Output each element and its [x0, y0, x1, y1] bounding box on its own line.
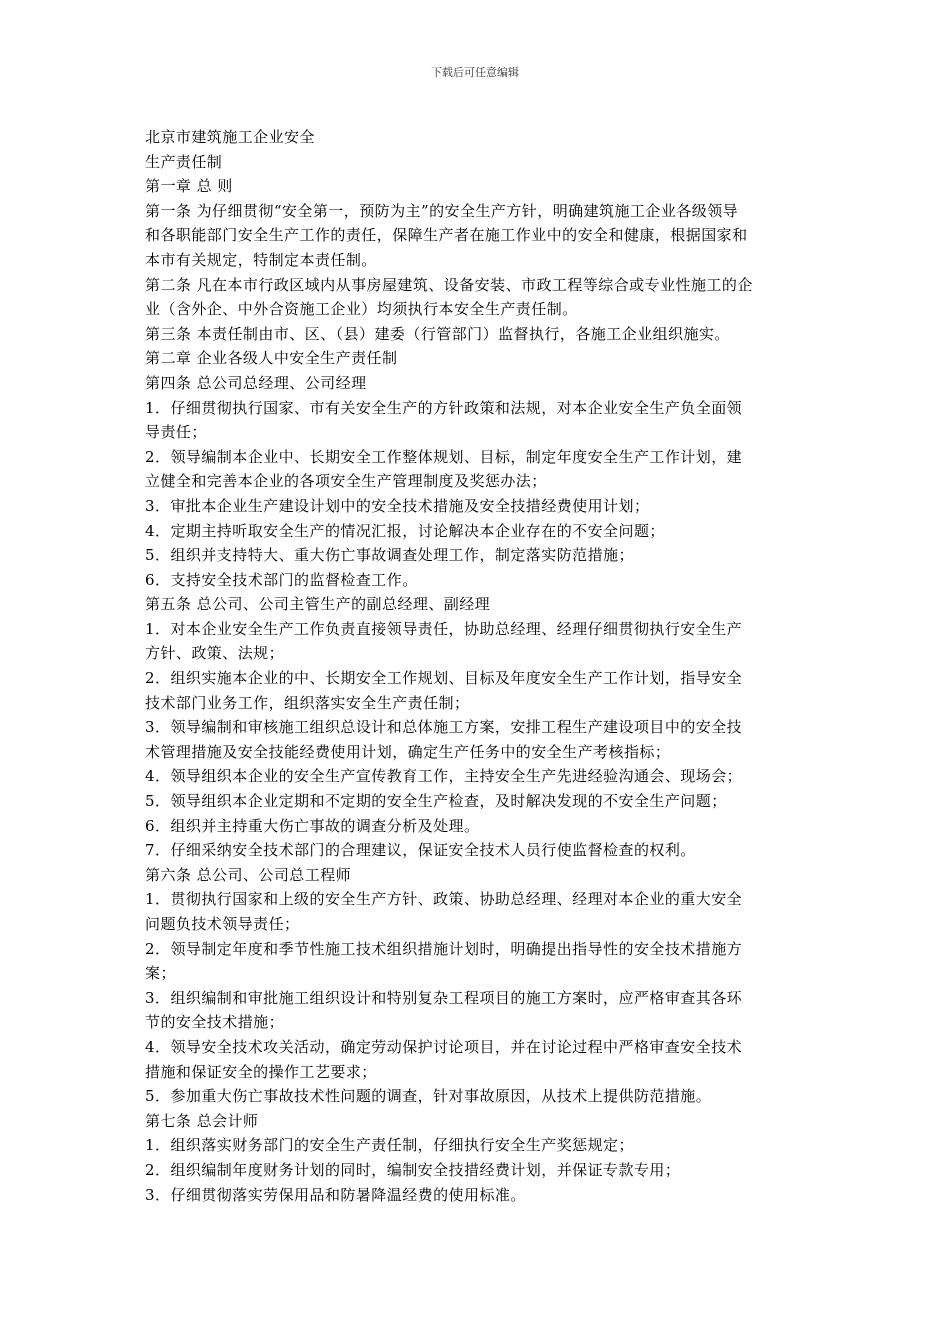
text-line: 第一章 总 则 [145, 177, 233, 196]
text-line: 立健全和完善本企业的各项安全生产管理制度及奖惩办法； [145, 472, 547, 491]
text-line: 案； [145, 964, 176, 983]
text-line: 4．定期主持听取安全生产的情况汇报，讨论解决本企业存在的不安全问题； [145, 521, 665, 540]
text-line: 第一条 为仔细贯彻“安全第一，预防为主”的安全生产方针，明确建筑施工企业各级领导 [145, 201, 739, 220]
text-line: 1．贯彻执行国家和上级的安全生产方针、政策、协助总经理、经理对本企业的重大安全 [145, 890, 743, 909]
page-header: 下载后可任意编辑 [431, 66, 519, 79]
text-line: 问题负技术领导责任； [145, 915, 300, 933]
text-line: 1．仔细贯彻执行国家、市有关安全生产的方针政策和法规，对本企业安全生产负全面领 [145, 398, 743, 417]
text-line: 业（含外企、中外合资施工企业）均须执行本安全生产责任制。 [145, 300, 578, 319]
text-line: 第二条 凡在本市行政区域内从事房屋建筑、设备安装、市政工程等综合或专业性施工的企 [145, 275, 753, 294]
text-line: 北京市建筑施工企业安全 [145, 128, 315, 146]
text-line: 方针、政策、法规； [145, 644, 285, 663]
text-line: 1．对本企业安全生产工作负责直接领导责任，协助总经理、经理仔细贯彻执行安全生产 [145, 619, 743, 638]
document-body [145, 125, 809, 1207]
text-line: 3．领导编制和审核施工组织总设计和总体施工方案，安排工程生产建设项目中的安全技 [145, 718, 743, 737]
text-line: 导责任； [145, 423, 207, 442]
text-line: 2．领导制定年度和季节性施工技术组织措施计划时，明确提出指导性的安全技术措施方 [145, 939, 743, 958]
text-line: 技术部门业务工作，组织落实安全生产责任制； [145, 693, 470, 712]
text-line: 7．仔细采纳安全技术部门的合理建议，保证安全技术人员行使监督检查的权利。 [145, 841, 696, 860]
text-line: 节的安全技术措施； [145, 1013, 285, 1032]
text-line: 5．参加重大伤亡事故技术性问题的调查，针对事故原因，从技术上提供防范措施。 [145, 1087, 712, 1106]
text-line: 5．领导组织本企业定期和不定期的安全生产检查，及时解决发现的不安全生产问题； [145, 792, 727, 811]
text-line: 3．审批本企业生产建设计划中的安全技术措施及安全技措经费使用计划； [145, 496, 650, 515]
text-line: 2．组织实施本企业的中、长期安全工作规划、目标及年度安全生产工作计划，指导安全 [145, 669, 743, 688]
text-line: 6．支持安全技术部门的监督检查工作。 [145, 570, 418, 589]
text-line: 本市有关规定，特制定本责任制。 [145, 250, 377, 269]
text-line: 生产责任制 [145, 152, 223, 171]
text-line: 1．组织落实财务部门的安全生产责任制，仔细执行安全生产奖惩规定； [145, 1136, 634, 1155]
text-line: 第五条 总公司、公司主管生产的副总经理、副经理 [145, 595, 491, 614]
text-line: 术管理措施及安全技能经费使用计划，确定生产任务中的安全生产考核指标； [145, 742, 671, 761]
text-line: 第三条 本责任制由市、区、（县）建委（行管部门）监督执行，各施工企业组织施实。 [145, 324, 730, 343]
text-line: 4．领导安全技术攻关活动，确定劳动保护讨论项目，并在讨论过程中严格审查安全技术 [145, 1037, 743, 1056]
text-line: 4．领导组织本企业的安全生产宣传教育工作，主持安全生产先进经验沟通会、现场会； [145, 767, 743, 786]
text-line: 6．组织并主持重大伤亡事故的调查分析及处理。 [145, 816, 480, 835]
text-line: 第七条 总会计师 [145, 1111, 259, 1130]
text-line: 3．组织编制和审批施工组织设计和特别复杂工程项目的施工方案时，应严格审查其各环 [145, 988, 743, 1007]
text-line: 措施和保证安全的操作工艺要求； [145, 1062, 377, 1081]
text-line: 第二章 企业各级人中安全生产责任制 [145, 349, 398, 368]
text-line: 2．领导编制本企业中、长期安全工作整体规划、目标，制定年度安全生产工作计划，建 [145, 447, 743, 466]
text-line: 5．组织并支持特大、重大伤亡事故调查处理工作，制定落实防范措施； [145, 546, 634, 565]
text-line: 第四条 总公司总经理、公司经理 [145, 373, 367, 392]
text-line: 2．组织编制年度财务计划的同时，编制安全技措经费计划，并保证专款专用； [145, 1160, 681, 1179]
text-line: 第六条 总公司、公司总工程师 [145, 865, 352, 884]
text-line: 和各职能部门安全生产工作的责任，保障生产者在施工作业中的安全和健康，根据国家和 [145, 226, 748, 245]
text-line: 3．仔细贯彻落实劳保用品和防暑降温经费的使用标准。 [145, 1185, 526, 1204]
